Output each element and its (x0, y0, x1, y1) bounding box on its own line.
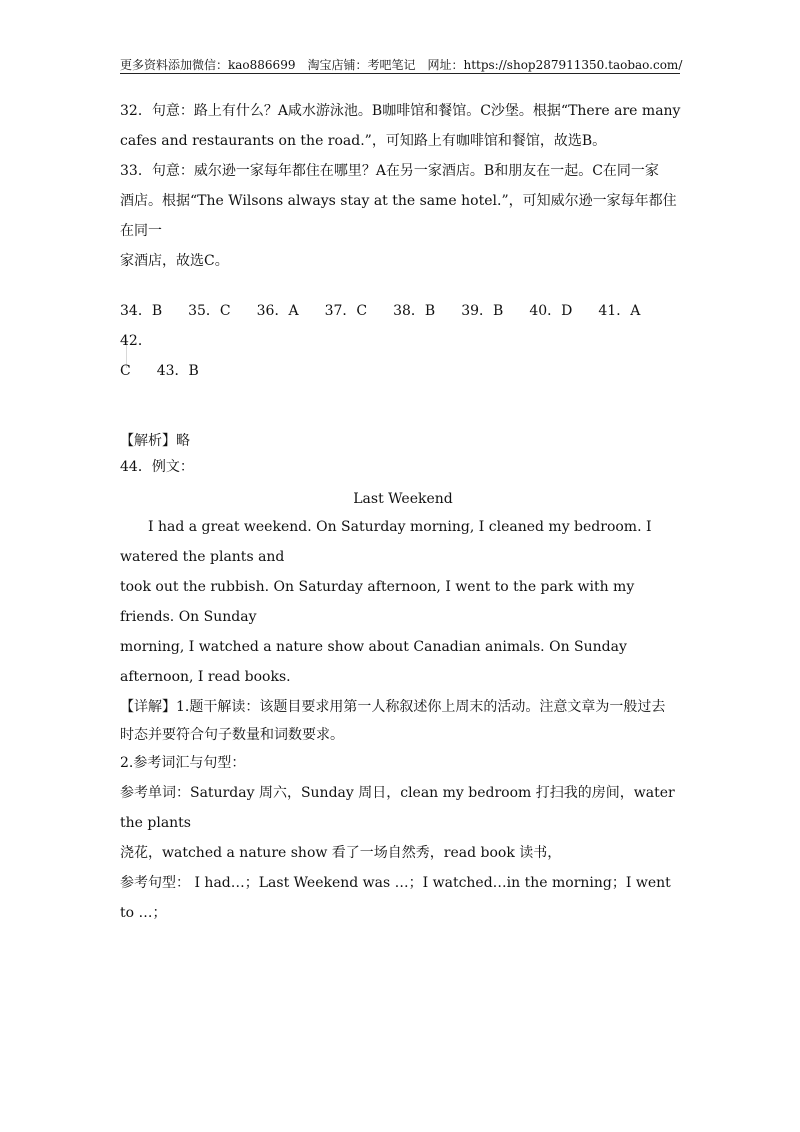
essay-title: Last Weekend (353, 491, 453, 507)
answer-key-row-2 (120, 356, 686, 386)
q33-line-1: 33．句意：威尔逊一家每年都住在哪里？A在另一家酒店。B和朋友在一起。C在同一家 (120, 163, 659, 179)
analysis-note: 【解析】略 (120, 433, 190, 449)
answer-item: 43．B (156, 363, 199, 379)
q33-line-2: 酒店。根据“The Wilsons always stay at the same hotel.”，可知威尔逊一家每年都住在同一 (120, 193, 677, 239)
vocab-heading: 2.参考词汇与句型： (120, 755, 246, 771)
answer-item: 41．A (598, 303, 641, 319)
answer-item: 35．C (188, 303, 231, 319)
q32-line-2: cafes and restaurants on the road.”，可知路上有咖啡馆和餐馆，故选B。 (120, 133, 607, 149)
answer-item: 36．A (256, 303, 299, 319)
answer-item: 34．B (120, 303, 163, 319)
q33-line-3: 家酒店，故选C。 (120, 253, 229, 269)
answer-item: 37．C (324, 303, 368, 319)
detail-line-1: 【详解】1.题干解读：该题目要求用第一人称叙述你上周末的活动。注意文章为一般过去 (120, 699, 666, 715)
answer-item: 40．D (529, 303, 573, 319)
spacer (120, 386, 686, 428)
q44-label: 44．例文： (120, 459, 194, 475)
detail-line-2: 时态并要符合句子数量和词数要求。 (120, 727, 344, 743)
q32-line-1: 32．句意：路上有什么？A咸水游泳池。B咖啡馆和餐馆。C沙堡。根据“There are many (120, 103, 681, 119)
words-line-1: 参考单词：Saturday 周六，Sunday 周日，clean my bedroom 打扫我的房间，water the plants (120, 785, 675, 831)
header-divider (120, 73, 680, 74)
answer-item: 38．B (393, 303, 436, 319)
sentences-line: 参考句型： I had…；Last Weekend was …；I watched…in the morning；I went to …； (120, 875, 671, 921)
answer-item: C (120, 363, 131, 379)
essay-line-3: morning, I watched a nature show about Canadian animals. On Sunday afternoon, I read books. (120, 639, 627, 685)
page-header: 更多资料添加微信：kao886699 淘宝店铺：考吧笔记 网址：https://shop287911350.taobao.com/ (120, 58, 683, 72)
answer-item: 39．B (461, 303, 504, 319)
spacer (120, 276, 686, 296)
document-body (120, 96, 686, 928)
essay-line-1: I had a great weekend. On Saturday morning, I cleaned my bedroom. I watered the plants and (120, 519, 652, 565)
essay-line-2: took out the rubbish. On Saturday afternoon, I went to the park with my friends. On Sunday (120, 579, 635, 625)
words-line-2: 浇花，watched a nature show 看了一场自然秀，read book 读书， (120, 845, 562, 861)
answer-key-row-1 (120, 296, 686, 356)
answer-item: 42． (120, 333, 152, 349)
